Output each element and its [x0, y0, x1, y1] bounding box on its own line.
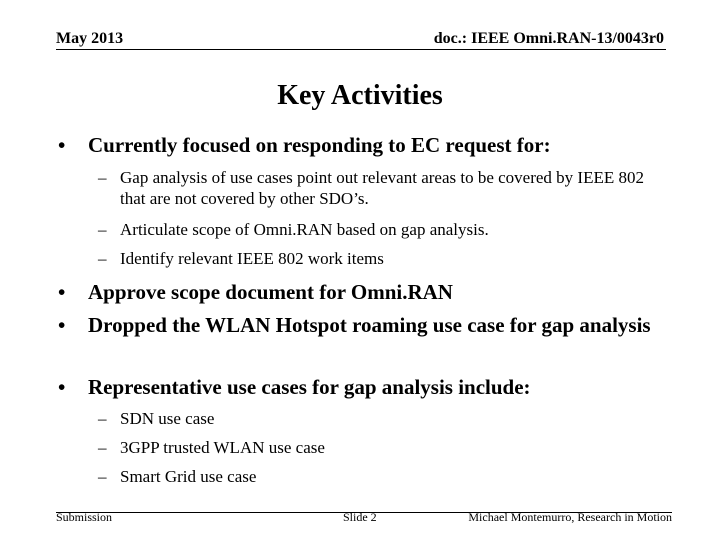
bullet-item: [58, 130, 668, 160]
footer-submission: Submission: [56, 510, 113, 524]
bullet-text: Currently focused on responding to EC request for:: [88, 133, 551, 157]
bullet-icon: •: [58, 280, 66, 304]
dash-icon: –: [98, 249, 107, 268]
header-date: May 2013: [56, 30, 124, 47]
bullet-text: Dropped the WLAN Hotspot roaming use case for gap analysis: [88, 313, 651, 337]
bullet-item: [58, 310, 668, 340]
footer-author: Michael Montemurro, Research in Motion: [468, 510, 672, 524]
sub-bullet-item: [98, 248, 668, 269]
sub-bullet-item: [98, 167, 668, 209]
bullet-item: [58, 372, 668, 402]
dash-icon: –: [98, 220, 107, 239]
dash-icon: –: [98, 409, 107, 428]
dash-icon: –: [98, 438, 107, 457]
header-doc-id: doc.: IEEE Omni.RAN-13/0043r0: [433, 30, 664, 47]
bullet-text: Approve scope document for Omni.RAN: [88, 280, 453, 304]
dash-icon: –: [98, 168, 107, 187]
sub-bullet-text: 3GPP trusted WLAN use case: [120, 438, 325, 457]
bullet-text: Representative use cases for gap analysis include:: [88, 375, 531, 399]
sub-bullet-text: Smart Grid use case: [120, 467, 257, 486]
dash-icon: –: [98, 467, 107, 486]
header-divider: [56, 49, 666, 50]
sub-bullet-item: [98, 408, 668, 429]
sub-bullet-text: Articulate scope of Omni.RAN based on gap analysis.: [120, 220, 489, 239]
sub-bullet-item: [98, 219, 668, 240]
slide-title: Key Activities: [277, 80, 443, 111]
sub-bullet-item: [98, 437, 668, 458]
bullet-icon: •: [58, 133, 66, 157]
sub-bullet-text: SDN use case: [120, 409, 215, 428]
sub-bullet-text: Gap analysis of use cases point out relevant areas to be covered by IEEE 802 that are not covered by other SDO’s.: [120, 168, 644, 208]
sub-bullet-text: Identify relevant IEEE 802 work items: [120, 249, 384, 268]
sub-bullet-item: [98, 466, 668, 487]
bullet-icon: •: [58, 375, 66, 399]
bullet-item: [58, 277, 668, 307]
bullet-icon: •: [58, 313, 66, 337]
footer-slide-number: Slide 2: [343, 510, 377, 524]
